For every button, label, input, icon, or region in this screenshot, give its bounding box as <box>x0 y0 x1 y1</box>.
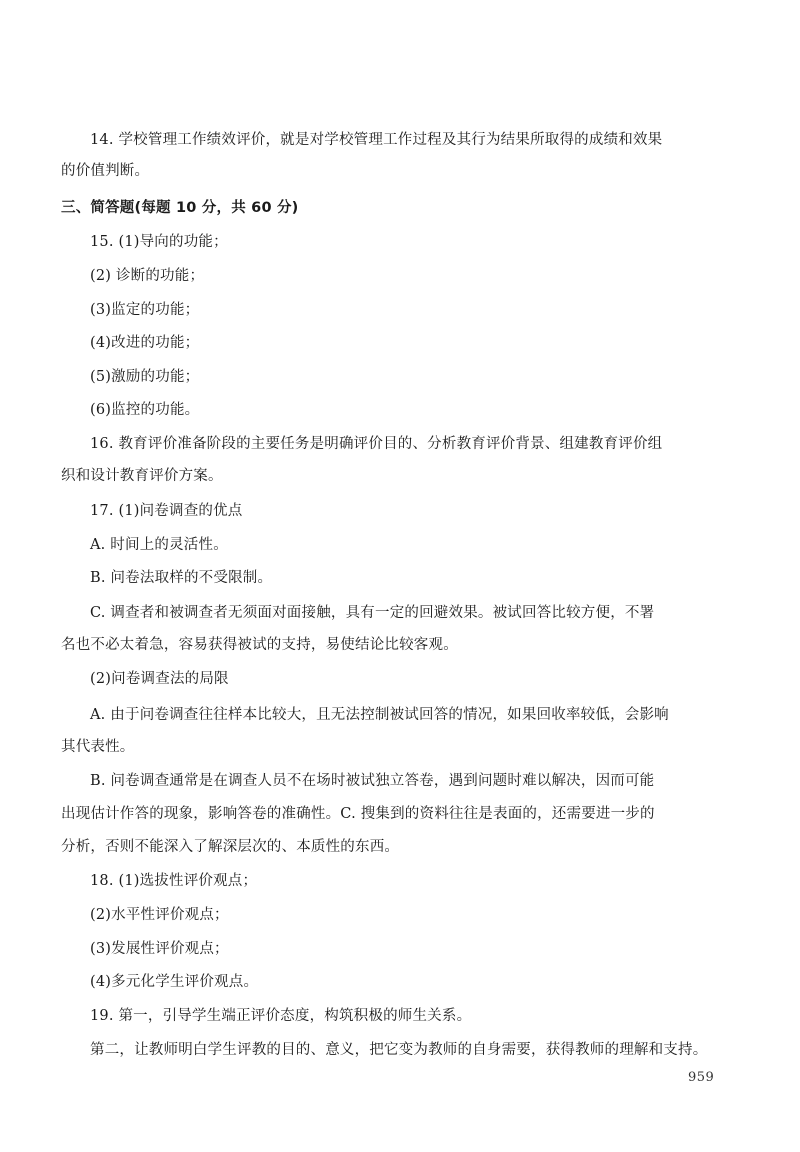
text-line-q17-2a: A. 由于问卷调查往往样本比较大，且无法控制被试回答的情况，如果回收率较低，会影响 <box>90 707 669 723</box>
text-line-q16: 16. 教育评价准备阶段的主要任务是明确评价目的、分析教育评价背景、组建教育评价组 <box>90 436 663 452</box>
text-line-q18: 18. (1)选拔性评价观点； <box>90 873 258 889</box>
text-line-q17-a: A. 时间上的灵活性。 <box>90 537 228 553</box>
text-line-q14: 14. 学校管理工作绩效评价，就是对学校管理工作过程及其行为结果所取得的成绩和效果 <box>90 132 663 148</box>
text-line-q15-6: (6)监控的功能。 <box>90 402 200 418</box>
text-line-q15-3: (3)监定的功能； <box>90 302 200 318</box>
text-line-q17-c: C. 调查者和被调查者无须面对面接触，具有一定的回避效果。被试回答比较方便，不署 <box>90 605 655 621</box>
text-line-q17-b: B. 问卷法取样的不受限制。 <box>90 570 273 586</box>
text-line-q15-4: (4)改进的功能； <box>90 335 200 351</box>
text-line-q15-5: (5)激励的功能； <box>90 369 200 385</box>
text-line-q17-2b-cont: 出现估计作答的现象，影响答卷的准确性。C. 搜集到的资料往往是表面的，还需要进一步的 <box>61 806 655 822</box>
text-line-q17-2b: B. 问卷调查通常是在调查人员不在场时被试独立答卷，遇到问题时难以解决，因而可能 <box>90 773 655 789</box>
text-line-q19-2: 第二，让教师明白学生评教的目的、意义，把它变为教师的自身需要，获得教师的理解和支持。 <box>90 1042 708 1058</box>
text-line-q17-2: (2)问卷调查法的局限 <box>90 671 229 687</box>
text-line-q17: 17. (1)问卷调查的优点 <box>90 503 243 519</box>
text-line-q15-2: (2) 诊断的功能； <box>90 268 205 284</box>
text-line-q15: 15. (1)导向的功能； <box>90 234 228 250</box>
text-line-q17-c-cont: 名也不必太着急，容易获得被试的支持，易使结论比较客观。 <box>61 637 458 653</box>
page-number: 959 <box>688 1070 715 1085</box>
text-line-q17-2b-cont2: 分析，否则不能深入了解深层次的、本质性的东西。 <box>61 839 400 855</box>
section-heading: 三、简答题(每题 10 分，共 60 分) <box>61 200 299 216</box>
text-line-q18-3: (3)发展性评价观点； <box>90 941 229 957</box>
text-line-q18-4: (4)多元化学生评价观点。 <box>90 974 259 990</box>
text-line-q17-2a-cont: 其代表性。 <box>61 739 135 755</box>
text-line-q19: 19. 第一，引导学生端正评价态度，构筑积极的师生关系。 <box>90 1008 472 1024</box>
text-line-q14-cont: 的价值判断。 <box>61 163 150 179</box>
text-line-q16-cont: 织和设计教育评价方案。 <box>61 468 223 484</box>
text-line-q18-2: (2)水平性评价观点； <box>90 907 229 923</box>
